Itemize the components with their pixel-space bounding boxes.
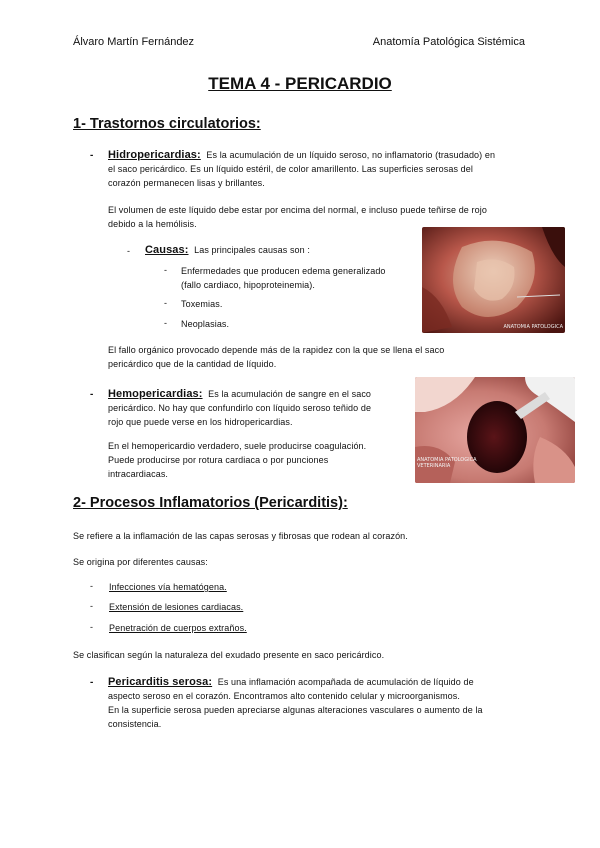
bullet-dash: - [164, 298, 167, 308]
causas-line [145, 243, 310, 257]
bullet-dash: - [164, 318, 167, 328]
hidro-p2-line-2: debido a la hemólisis. [108, 219, 197, 229]
hemo-p2-line-1: En el hemopericardio verdadero, suele producirse coagulación. [108, 441, 367, 451]
bullet-dash: - [90, 677, 94, 688]
bullet-dash: - [90, 622, 93, 632]
hemo-p2-line-2: Puede producirse por rotura cardiaca o por punciones [108, 455, 329, 465]
pericarditis-serosa-paragraph [108, 675, 483, 731]
causas-term: Causas: [145, 244, 189, 256]
hidropericardias-term: Hidropericardias: [108, 149, 201, 161]
serosa-line-3: En la superficie serosa pueden apreciarse algunas alteraciones vasculares o aumento de la [108, 705, 483, 715]
causa-item-edema [181, 264, 386, 292]
pericarditis-causes-intro: Se origina por diferentes causas: [73, 557, 208, 567]
hidro-line-3: corazón permanecen lisas y brillantes. [108, 178, 265, 188]
photo-watermark: ANATOMIA PATOLOGICA [503, 324, 563, 330]
hidro-p2-line-1: El volumen de este líquido debe estar por encima del normal, e incluso puede teñirse de rojo [108, 205, 487, 215]
page-title: TEMA 4 - PERICARDIO [208, 74, 392, 93]
causa-item-toxemias: Toxemias. [181, 299, 223, 309]
pericarditis-serosa-term: Pericarditis serosa: [108, 676, 213, 688]
pericarditis-intro: Se refiere a la inflamación de las capas serosas y fibrosas que rodean al corazón. [73, 531, 408, 541]
hidro-line-2: el saco pericárdico. Es un líquido estéril, de color amarillento. Las superficies serosas del [108, 164, 473, 174]
bullet-dash: - [90, 150, 94, 161]
bullet-dash: - [90, 601, 93, 611]
hidropericardias-paragraph [108, 148, 495, 190]
hemo-coagulation-paragraph [108, 439, 366, 481]
cause-item-foreign-bodies: Penetración de cuerpos extraños. [109, 623, 247, 633]
hidro-p3-line-1: El fallo orgánico provocado depende más de la rapidez con la que se llena el saco [108, 345, 445, 355]
causa-item-line-1: Enfermedades que producen edema generalizado [181, 266, 386, 276]
causa-item-line-2: (fallo cardiaco, hipoproteinemia). [181, 280, 315, 290]
hemo-p2-line-3: intracardiacas. [108, 469, 169, 479]
bullet-dash: - [90, 389, 94, 400]
serosa-line-4: consistencia. [108, 719, 162, 729]
cause-item-cardiac-lesions: Extensión de lesiones cardiacas. [109, 602, 244, 612]
bullet-dash: - [164, 265, 167, 275]
hemo-line-3: rojo que puede verse en los hidropericardias. [108, 417, 293, 427]
cause-item-hematogenous: Infecciones vía hematógena. [109, 582, 227, 592]
hemopericardias-paragraph [108, 387, 371, 429]
section-heading-circulatory: 1- Trastornos circulatorios: [73, 116, 261, 132]
hemopericardias-term: Hemopericardias: [108, 388, 203, 400]
serosa-line-2: aspecto seroso en el corazón. Encontramos alto contenido celular y microorganismos. [108, 691, 460, 701]
bullet-dash: - [90, 581, 93, 591]
hemo-line-1: Es la acumulación de sangre en el saco [208, 389, 372, 399]
hidropericardium-photo [422, 227, 565, 333]
hidropericardium-photo-graphic [422, 227, 565, 333]
hidro-organ-failure-paragraph [108, 343, 444, 371]
causa-item-neoplasias: Neoplasias. [181, 319, 230, 329]
hidro-line-1: Es la acumulación de un líquido seroso, no inflamatorio (trasudado) en [206, 150, 496, 160]
header-author: Álvaro Martín Fernández [73, 36, 195, 48]
section-heading-inflammatory: 2- Procesos Inflamatorios (Pericarditis): [73, 495, 348, 511]
hemo-line-2: pericárdico. No hay que confundirlo con líquido seroso teñido de [108, 403, 372, 413]
causas-intro: Las principales causas son : [194, 245, 310, 255]
photo-watermark: ANATOMIA PATOLOGICA VETERINARIA [417, 457, 477, 469]
hemopericardium-photo [415, 377, 575, 483]
serosa-line-1: Es una inflamación acompañada de acumulación de líquido de [217, 677, 474, 687]
hidro-p3-line-2: pericárdico que de la cantidad de líquido. [108, 359, 277, 369]
classification-text: Se clasifican según la naturaleza del exudado presente en saco pericárdico. [73, 650, 385, 660]
bullet-dash: - [127, 246, 130, 256]
header-subject: Anatomía Patológica Sistémica [372, 36, 525, 48]
